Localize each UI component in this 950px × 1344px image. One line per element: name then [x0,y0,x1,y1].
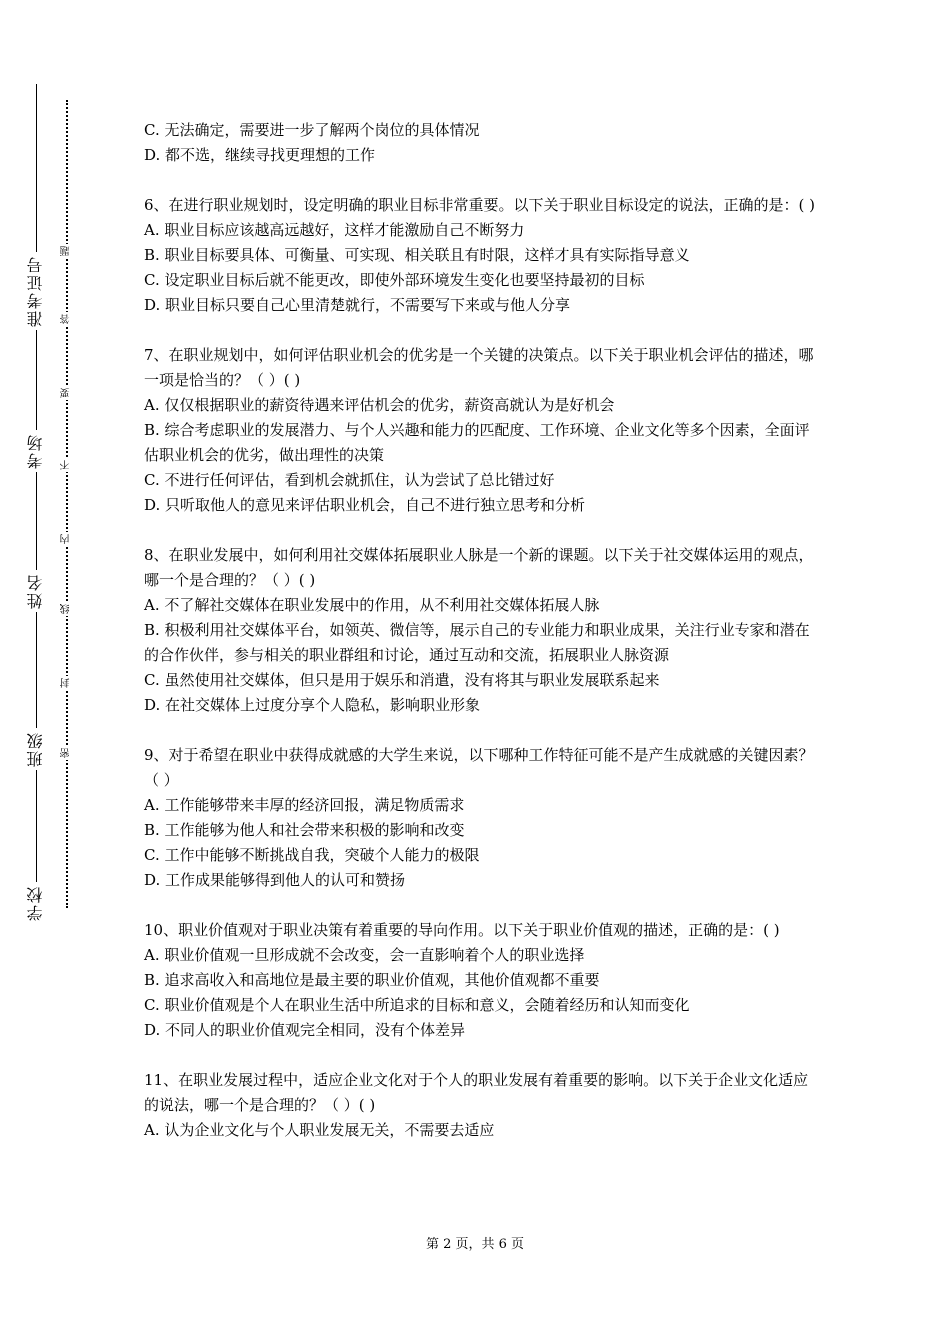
binding-solid-line [36,84,37,924]
question-option: D. 在社交媒体上过度分享个人隐私，影响职业形象 [144,696,481,714]
question-option: A. 不了解社交媒体在职业发展中的作用，从不利用社交媒体拓展人脉 [144,596,600,614]
question-option: C. 无法确定，需要进一步了解两个岗位的具体情况 [144,121,480,139]
exam-content [144,118,816,1168]
seal-note: 不 [61,460,72,470]
question-option: B. 追求高收入和高地位是最主要的职业价值观，其他价值观都不重要 [144,971,600,989]
question-option: D. 都不选，继续寻找更理想的工作 [144,146,376,164]
question-title: 6、在进行职业规划时，设定明确的职业目标非常重要。以下关于职业目标设定的说法，正确的是：( ) [144,196,816,214]
question-option: D. 只听取他人的意见来评估职业机会，自己不进行独立思考和分析 [144,496,586,514]
question-option: B. 工作能够为他人和社会带来积极的影响和改变 [144,821,465,839]
question-title: 11、在职业发展过程中，适应企业文化对于个人的职业发展有着重要的影响。以下关于企业文化适应的说法，哪一个是合理的？（ ）( ) [144,1071,809,1114]
question-title: 9、对于希望在职业中获得成就感的大学生来说，以下哪种工作特征可能不是产生成就感的关键因素？（ ） [144,746,814,789]
question-option: C. 设定职业目标后就不能更改，即使外部环境发生变化也要坚持最初的目标 [144,271,645,289]
question-6 [144,193,816,318]
question-5-continued [144,118,816,168]
question-option: D. 不同人的职业价值观完全相同，没有个体差异 [144,1021,466,1039]
page-number-footer: 第 2 页，共 6 页 [425,1237,525,1252]
seal-note: 要 [61,388,72,398]
question-title: 8、在职业发展中，如何利用社交媒体拓展职业人脉是一个新的课题。以下关于社交媒体运用的观点，哪一个是合理的？（ ）( ) [144,546,814,589]
seal-note: 内 [61,534,72,544]
question-option: C. 工作中能够不断挑战自我，突破个人能力的极限 [144,846,480,864]
question-option: A. 职业价值观一旦形成就不会改变，会一直影响着个人的职业选择 [144,946,585,964]
question-option: B. 职业目标要具体、可衡量、可实现、相关联且有时限，这样才具有实际指导意义 [144,246,690,264]
question-option: B. 综合考虑职业的发展潜力、与个人兴趣和能力的匹配度、工作环境、企业文化等多个因素，全面评估职业机会的优劣，做出理性的决策 [144,421,810,464]
field-name-label: 姓名 [24,570,48,612]
question-title: 10、职业价值观对于职业决策有着重要的导向作用。以下关于职业价值观的描述，正确的是：( ) [144,921,780,939]
field-exam-number-label: 准考证号 [24,252,48,330]
question-option: A. 仅仅根据职业的薪资待遇来评估机会的优劣，薪资高就认为是好机会 [144,396,615,414]
question-title: 7、在职业规划中，如何评估职业机会的优劣是一个关键的决策点。以下关于职业机会评估的描述，哪一项是恰当的？（ ）( ) [144,346,814,389]
question-option: A. 职业目标应该越高远越好，这样才能激励自己不断努力 [144,221,525,239]
question-option: A. 认为企业文化与个人职业发展无关，不需要去适应 [144,1121,495,1139]
seal-dotted-line [66,100,68,908]
seal-note: 线 [61,604,72,614]
question-option: C. 职业价值观是个人在职业生活中所追求的目标和意义，会随着经历和认知而变化 [144,996,690,1014]
question-option: B. 积极利用社交媒体平台，如领英、微信等，展示自己的专业能力和职业成果，关注行业专家和潜在的合作伙伴，参与相关的职业群组和讨论，通过互动和交流，拓展职业人脉资源 [144,621,810,664]
field-school-label: 学校 [24,882,48,924]
binding-margin [0,0,100,1344]
question-7 [144,343,816,518]
field-class-label: 班级 [24,728,48,770]
question-9 [144,743,816,893]
seal-note: 答 [61,314,72,324]
question-11 [144,1068,816,1143]
question-option: C. 不进行任何评估，看到机会就抓住，认为尝试了总比错过好 [144,471,555,489]
seal-note: 封 [61,678,72,688]
seal-note: 密 [61,748,72,758]
question-option: C. 虽然使用社交媒体，但只是用于娱乐和消遣，没有将其与职业发展联系起来 [144,671,660,689]
seal-note: 题 [61,246,72,256]
question-10 [144,918,816,1043]
question-8 [144,543,816,718]
question-option: D. 职业目标只要自己心里清楚就行，不需要写下来或与他人分享 [144,296,571,314]
question-option: A. 工作能够带来丰厚的经济回报，满足物质需求 [144,796,465,814]
question-option: D. 工作成果能够得到他人的认可和赞扬 [144,871,406,889]
field-exam-room-label: 考场 [24,430,48,472]
